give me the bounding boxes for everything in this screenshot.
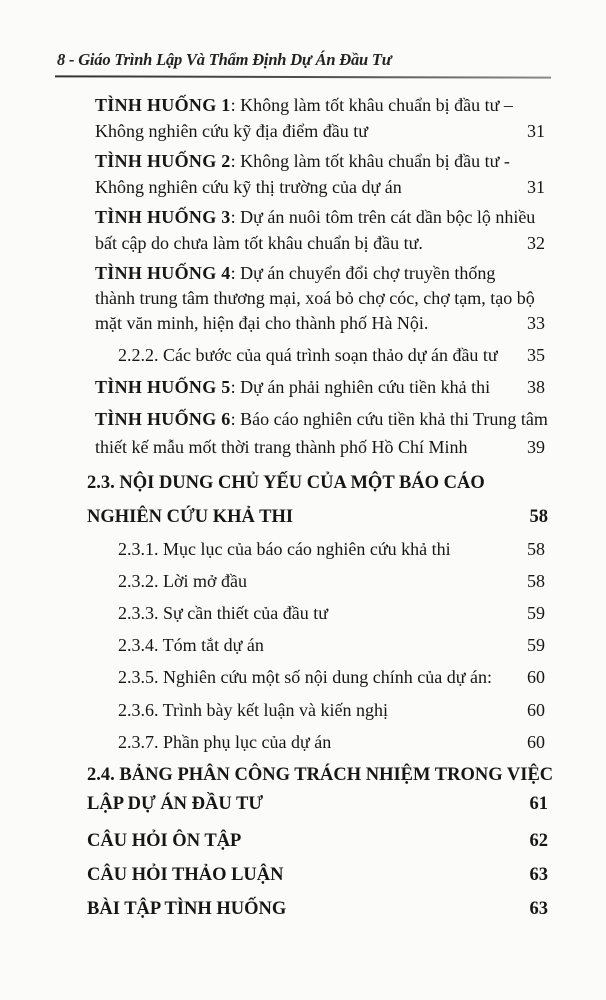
case-title: : Dự án phải nghiên cứu tiền khả thi (230, 377, 491, 397)
case-label: TÌNH HUỐNG 1 (95, 95, 231, 115)
page-number: 38 (527, 377, 545, 397)
case-label: TÌNH HUỐNG 5 (95, 377, 231, 397)
page-number: 59 (527, 603, 545, 623)
section-title: 2.4. BẢNG PHÂN CÔNG TRÁCH NHIỆM TRONG VIỆC (87, 765, 554, 785)
case-title-cont: bất cập do chưa làm tốt khâu chuẩn bị đầu tư. (95, 233, 423, 253)
case-label: TÌNH HUỐNG 4 (95, 263, 231, 283)
toc-entry-2-2-2[interactable] (0, 342, 606, 368)
page-number: 39 (527, 437, 545, 457)
case-label: TÌNH HUỐNG 6 (95, 409, 231, 429)
toc-entry-case-1[interactable] (0, 92, 606, 118)
page-number: 58 (529, 507, 548, 527)
entry-title: 2.3.5. Nghiên cứu một số nội dung chính của dự án: (118, 667, 492, 687)
toc-entry-2-3-5[interactable] (0, 664, 606, 690)
toc-entry-2-3-2[interactable] (0, 568, 606, 594)
page-number: 60 (527, 667, 545, 687)
toc-entry-2-3-4[interactable] (0, 632, 606, 658)
toc-entry-case-5[interactable] (0, 374, 606, 400)
page-number: 59 (527, 635, 545, 655)
entry-title: 2.3.6. Trình bày kết luận và kiến nghị (118, 700, 388, 720)
page-number: 60 (527, 700, 545, 720)
entry-title: CÂU HỎI THẢO LUẬN (87, 865, 284, 885)
toc-entry-2-3-1[interactable] (0, 536, 606, 562)
page-number: 32 (527, 233, 545, 253)
case-title-cont: thiết kế mẫu mốt thời trang thành phố Hồ Chí Minh (95, 437, 468, 457)
page-number: 58 (527, 571, 545, 591)
case-title: : Không làm tốt khâu chuẩn bị đầu tư – (230, 95, 513, 115)
case-title: : Không làm tốt khâu chuẩn bị đầu tư - (230, 151, 510, 171)
toc-entry-case-4[interactable] (0, 260, 606, 286)
toc-section-2-4-cont (0, 791, 606, 817)
entry-title: BÀI TẬP TÌNH HUỐNG (87, 899, 287, 919)
entry-title: CÂU HỎI ÔN TẬP (87, 831, 242, 851)
entry-title: 2.2.2. Các bước của quá trình soạn thảo dự án đầu tư (118, 345, 498, 365)
case-title: : Dự án chuyển đổi chợ truyền thống (230, 263, 496, 283)
header-rule (55, 75, 551, 78)
page-number: 58 (527, 539, 545, 559)
toc-entry-case-4-cont (0, 285, 606, 311)
page-number: 60 (527, 732, 545, 752)
section-title: 2.3. NỘI DUNG CHỦ YẾU CỦA MỘT BÁO CÁO (87, 473, 485, 493)
case-title-cont: Không nghiên cứu kỹ thị trường của dự án (95, 177, 402, 197)
case-title: : Dự án nuôi tôm trên cát dần bộc lộ nhiều (230, 207, 536, 227)
page-number: 31 (527, 177, 545, 197)
toc-entry-2-3-3[interactable] (0, 600, 606, 626)
case-title-cont: thành trung tâm thương mại, xoá bỏ chợ cóc, chợ tạm, tạo bộ (95, 288, 535, 308)
entry-title: 2.3.1. Mục lục của báo cáo nghiên cứu khả thi (118, 539, 451, 559)
toc-entry-case-6-cont (0, 434, 606, 460)
toc-entry-case-1-cont (0, 118, 606, 144)
case-label: TÌNH HUỐNG 2 (95, 151, 231, 171)
page-number: 31 (527, 121, 545, 141)
case-label: TÌNH HUỐNG 3 (95, 207, 231, 227)
section-title-cont: LẬP DỰ ÁN ĐẦU TƯ (87, 794, 264, 814)
entry-title: 2.3.7. Phần phụ lục của dự án (118, 732, 332, 752)
toc-entry-2-3-7[interactable] (0, 729, 606, 755)
section-title-cont: NGHIÊN CỨU KHẢ THI (87, 507, 294, 527)
running-header: 8 - Giáo Trình Lập Và Thẩm Định Dự Án Đầu Tư (57, 50, 392, 69)
entry-title: 2.3.4. Tóm tắt dự án (118, 635, 264, 655)
toc-section-2-3-cont (0, 504, 606, 530)
entry-title: 2.3.3. Sự cần thiết của đầu tư (118, 603, 328, 623)
page-number: 35 (527, 345, 545, 365)
toc-entry-case-6[interactable] (0, 406, 606, 432)
page-number: 63 (529, 899, 548, 919)
case-title: : Báo cáo nghiên cứu tiền khả thi Trung tâm (230, 409, 548, 429)
toc-review-questions[interactable] (0, 828, 606, 854)
page-number: 61 (529, 794, 548, 814)
toc-section-2-4[interactable] (0, 762, 606, 788)
toc-entry-case-2-cont (0, 174, 606, 200)
toc-entry-case-3-cont (0, 230, 606, 256)
case-title-cont: mặt văn minh, hiện đại cho thành phố Hà Nội. (95, 313, 429, 333)
toc-entry-2-3-6[interactable] (0, 697, 606, 723)
toc-case-exercises[interactable] (0, 896, 606, 922)
case-title-cont: Không nghiên cứu kỹ địa điểm đầu tư (95, 121, 368, 141)
toc-discussion-questions[interactable] (0, 862, 606, 888)
toc-entry-case-4-cont (0, 310, 606, 336)
toc-entry-case-3[interactable] (0, 204, 606, 230)
page-number: 63 (529, 865, 548, 885)
toc-entry-case-2[interactable] (0, 148, 606, 174)
page-number: 62 (529, 831, 548, 851)
page-number: 33 (527, 313, 545, 333)
entry-title: 2.3.2. Lời mở đầu (118, 571, 248, 591)
toc-section-2-3[interactable] (0, 470, 606, 496)
